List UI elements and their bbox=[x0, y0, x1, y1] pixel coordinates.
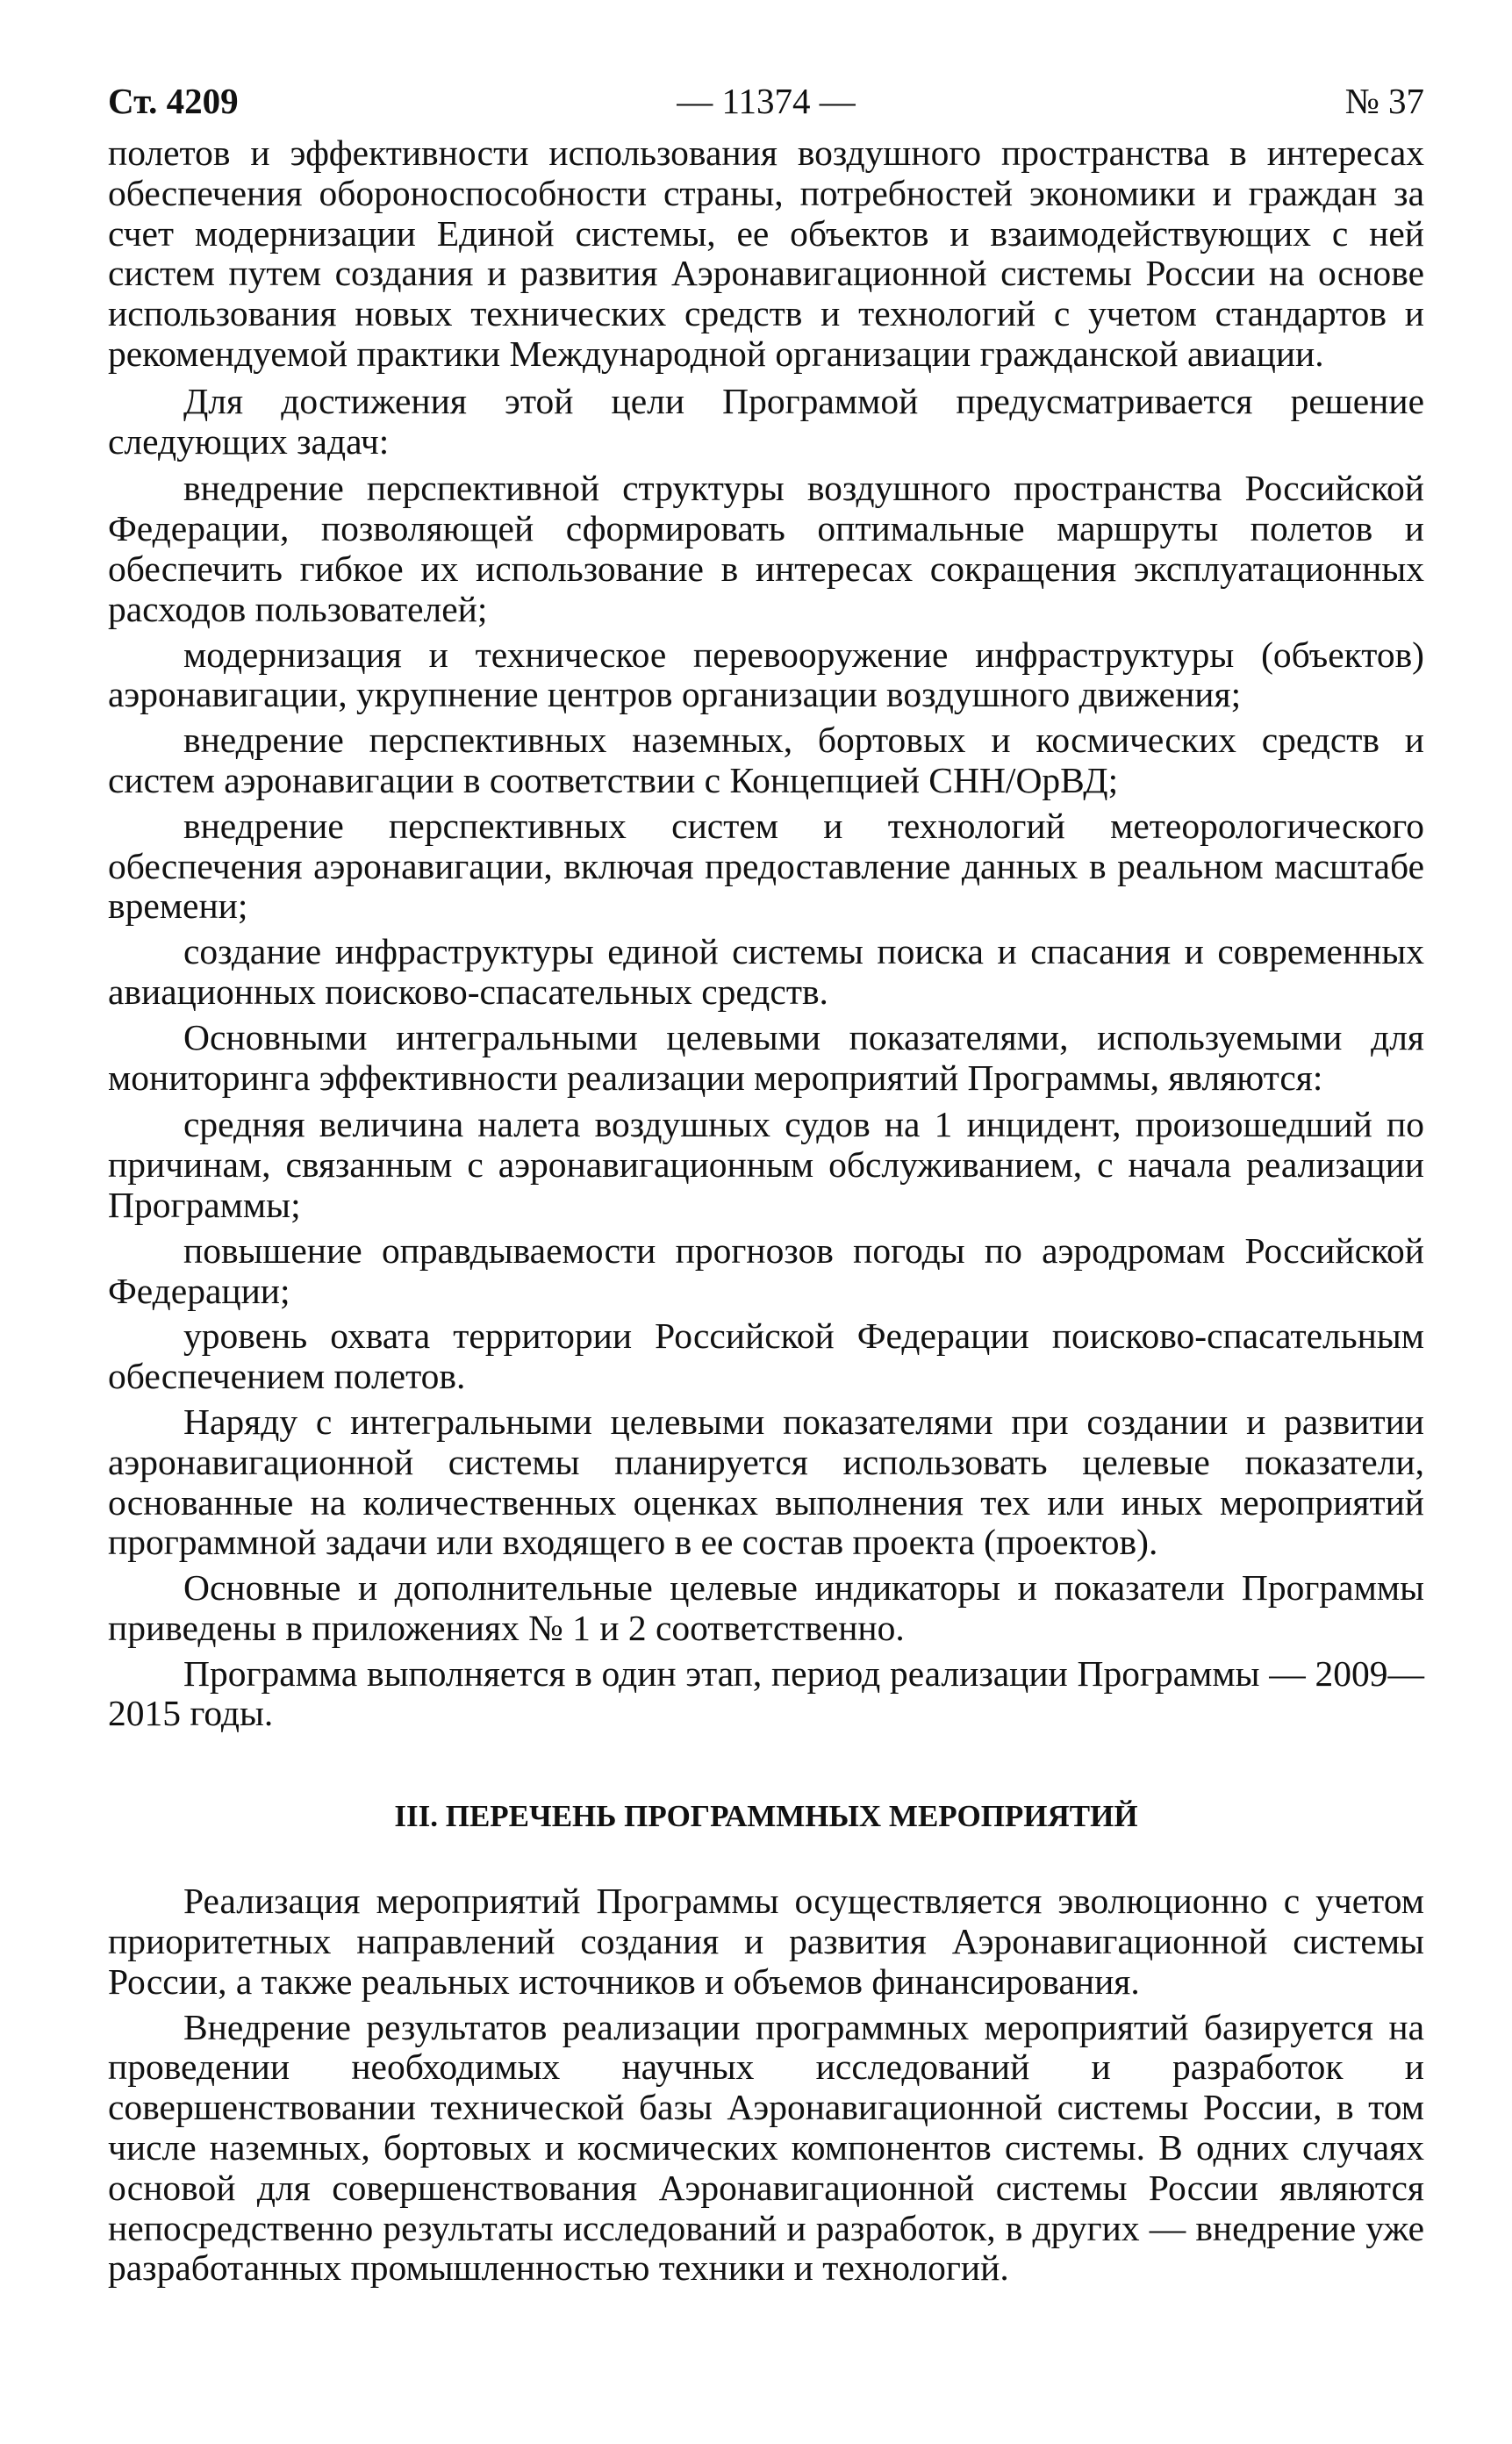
paragraph: Основные и дополнительные целевые индикаторы и показатели Программы приведены в приложениях № 1 и 2 соответственно. bbox=[108, 1567, 1424, 1648]
paragraph: полетов и эффективности использования воздушного пространства в интересах обеспечения обороноспособности страны, потребностей экономики и граждан за счет модернизации Единой системы, ее объектов и взаимодействующих с ней систем путем создания и развития Аэронавигационной системы России на основе использования новых технических средств и технологий с учетом стандартов и рекомендуемой практики Международной организации гражданской авиации. bbox=[108, 133, 1424, 374]
paragraph: средняя величина налета воздушных судов на 1 инцидент, произошедший по причинам, связанным с аэронавигационным обслуживанием, с начала реализации Программы; bbox=[108, 1104, 1424, 1225]
paragraph: уровень охвата территории Российской Федерации поисково-спасательным обеспечением полетов. bbox=[108, 1315, 1424, 1397]
paragraphs-after-section bbox=[108, 1881, 1424, 2289]
document-body bbox=[108, 133, 1424, 2289]
document-page bbox=[108, 70, 1424, 2289]
paragraph: Программа выполняется в один этап, период реализации Программы — 2009—2015 годы. bbox=[108, 1652, 1424, 1734]
section-heading: III. ПЕРЕЧЕНЬ ПРОГРАММНЫХ МЕРОПРИЯТИЙ bbox=[394, 1799, 1138, 1834]
page-number: — 11374 — bbox=[677, 81, 856, 121]
paragraph: внедрение перспективных систем и технологий метеорологического обеспечения аэронавигации, включая предоставление данных в реальном масштабе времени; bbox=[108, 805, 1424, 927]
paragraph: Для достижения этой цели Программой предусматривается решение следующих задач: bbox=[108, 380, 1424, 462]
article-number: Ст. 4209 bbox=[108, 81, 239, 121]
issue-number: № 37 bbox=[1344, 81, 1424, 121]
paragraph: внедрение перспективной структуры воздушного пространства Российской Федерации, позволяющей сформировать оптимальные маршруты полетов и обеспечить гибкое их использование в интересах сокращения эксплуатационных расходов пользователей; bbox=[108, 468, 1424, 629]
page-header bbox=[108, 70, 1424, 132]
paragraphs-before-section bbox=[108, 133, 1424, 1734]
paragraph: Реализация мероприятий Программы осуществляется эволюционно с учетом приоритетных направлений создания и развития Аэронавигационной системы России, а также реальных источников и объемов финансирования. bbox=[108, 1881, 1424, 2002]
paragraph: модернизация и техническое перевооружение инфраструктуры (объектов) аэронавигации, укрупнение центров организации воздушного движения; bbox=[108, 634, 1424, 715]
paragraph: внедрение перспективных наземных, бортовых и космических средств и систем аэронавигации в соответствии с Концепцией СНН/ОрВД; bbox=[108, 720, 1424, 800]
paragraph: Наряду с интегральными целевыми показателями при создании и развитии аэронавигационной системы планируется использовать целевые показатели, основанные на количественных оценках выполнения тех или иных мероприятий программной задачи или входящего в ее состав проекта (проектов). bbox=[108, 1401, 1424, 1563]
paragraph: Основными интегральными целевыми показателями, используемыми для мониторинга эффективности реализации мероприятий Программы, являются: bbox=[108, 1016, 1424, 1098]
paragraph: создание инфраструктуры единой системы поиска и спасания и современных авиационных поисково-спасательных средств. bbox=[108, 931, 1424, 1012]
paragraph: повышение оправдываемости прогнозов погоды по аэродромам Российской Федерации; bbox=[108, 1229, 1424, 1311]
paragraph: Внедрение результатов реализации программных мероприятий базируется на проведении необходимых научных исследований и разработок и совершенствовании технической базы Аэронавигационной системы России, в том числе наземных, бортовых и космических компонентов системы. В одних случаях основой для совершенствования Аэронавигационной системы России являются непосредственно результаты исследований и разработок, в других — внедрение уже разработанных промышленностью техники и технологий. bbox=[108, 2006, 1424, 2289]
